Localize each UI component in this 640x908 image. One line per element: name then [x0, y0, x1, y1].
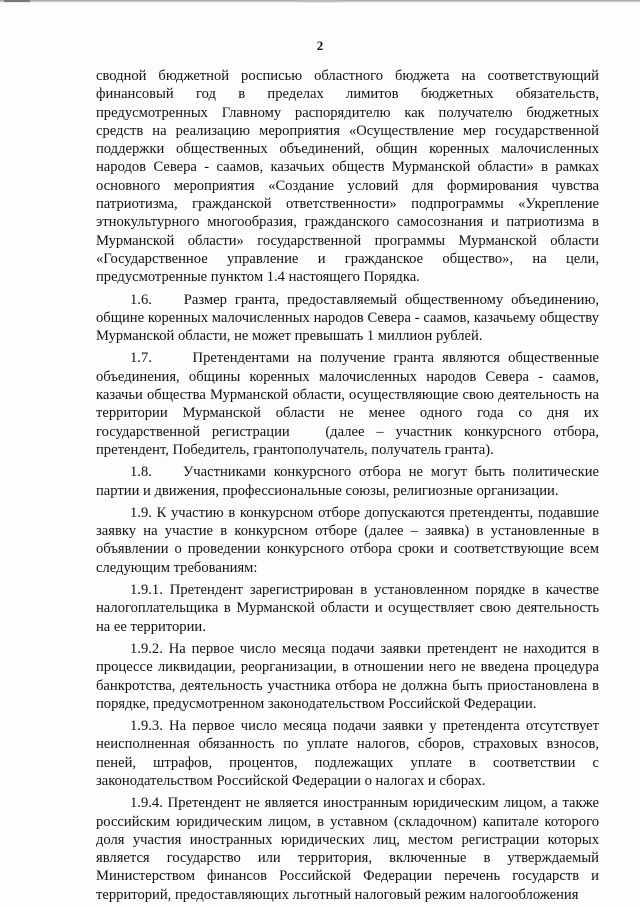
- paragraph-1-9-2: 1.9.2. На первое число месяца подачи заявки претендент не находится в процессе ликвидации, реорганизации, в отношении него не введена процедура банкротства, деятельность участника отбора не должна быть приостановлена в порядке, предусмотренном законодательством Российской Федерации.: [96, 640, 599, 712]
- paragraph-1-9-1: 1.9.1. Претендент зарегистрирован в установленном порядке в качестве налогоплательщика в Мурманской области и осуществляет свою деятельность на ее территории.: [96, 582, 599, 635]
- paragraph-1-9: 1.9. К участию в конкурсном отборе допускаются претенденты, подавшие заявку на участие в конкурсном отборе (далее – заявка) в установленные в объявлении о проведении конкурсного отбора сроки и соответствующие всем следующим требованиям:: [96, 504, 599, 576]
- scan-mark: [298, 0, 338, 2]
- paragraph-1-9-3: 1.9.3. На первое число месяца подачи заявки у претендента отсутствует неисполненная обязанность по уплате налогов, сборов, страховых взносов, пеней, штрафов, процентов, подлежащих уплате в соответствии с законодательством Российской Федерации о налогах и сборах.: [96, 718, 599, 789]
- paragraph-1-6: 1.6. Размер гранта, предоставляемый общественному объединению, общине коренных малочисленных народов Севера - саамов, казачьему обществу Мурманской области, не может превышать 1 миллион рублей.: [96, 291, 599, 345]
- paragraph-1-7: 1.7. Претендентами на получение гранта являются общественные объединения, общины коренных малочисленных народов Севера - саамов, казачьи общества Мурманской области, осуществляющие свою деятельность на территории Мурманской области не менее одного года со дня их государственной регистрации (далее – участник конкурсного отбора, претендент, Победитель, грантополучатель, получатель гранта).: [96, 350, 599, 458]
- document-body: [96, 67, 599, 908]
- paragraph-1-8: 1.8. Участниками конкурсного отбора не могут быть политические партии и движения, профессиональные союзы, религиозные организации.: [96, 464, 599, 499]
- scan-mark: [4, 0, 30, 2]
- paragraph-1-9-4: 1.9.4. Претендент не является иностранным юридическим лицом, а также российским юридическим лицом, в уставном (складочном) капитале которого доля участия иностранных юридических лиц, местом регистрации которых является государство или территория, включенные в утверждаемый Министерством финансов Российской Федерации перечень государств и территорий, предоставляющих льготный налоговый режим налогообложения: [96, 795, 599, 903]
- paragraph-continuation: сводной бюджетной росписью областного бюджета на соответствующий финансовый год в пределах лимитов бюджетных обязательств, предусмотренных Главному распорядителю как получателю бюджетных средств на реализацию мероприятия «Осуществление мер государственной поддержки общественных объединений, общин коренных малочисленных народов Севера - саамов, казачьих обществ Мурманской области» в рамках основного мероприятия «Создание условий для формирования чувства патриотизма, гражданской ответственности» подпрограммы «Укрепление этнокультурного многообразия, гражданского самосознания и патриотизма в Мурманской области» государственной программы Мурманской области «Государственное управление и гражданское общество», на цели, предусмотренные пунктом 1.4 настоящего Порядка.: [96, 68, 599, 286]
- page-number: 2: [316, 38, 324, 53]
